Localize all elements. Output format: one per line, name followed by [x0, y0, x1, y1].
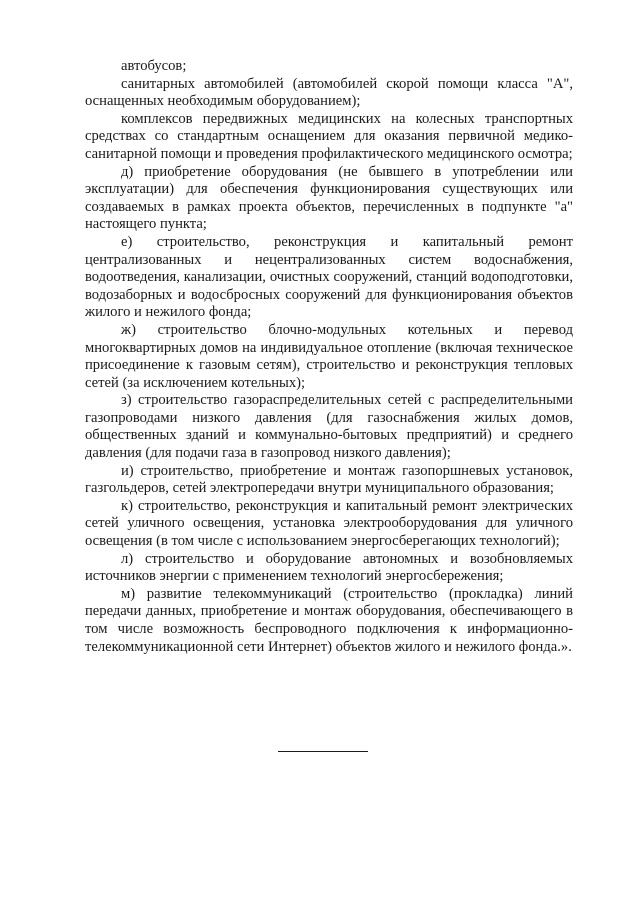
paragraph-item-z: з) строительство газораспределительных сетей с распределительными газопроводами низкого давления (для газоснабжения жилых домов, общественных зданий и коммунально-бытовых предприятий) и среднего давления (для подачи газа в газопровод низкого давления); [85, 392, 573, 462]
paragraph-item-d: д) приобретение оборудования (не бывшего в употреблении или эксплуатации) для обеспечения функционирования существующих или создаваемых в рамках проекта объектов, перечисленных в подпункте "а" настоящего пункта; [85, 163, 573, 233]
end-divider-line [278, 751, 368, 752]
paragraph-item-i: и) строительство, приобретение и монтаж газопоршневых установок, газгольдеров, сетей электропередачи внутри муниципального образования; [85, 462, 573, 497]
paragraph-ambulances: санитарных автомобилей (автомобилей скорой помощи класса "А", оснащенных необходимым оборудованием); [85, 75, 573, 110]
paragraph-buses: автобусов; [121, 58, 187, 74]
paragraph-item-l: л) строительство и оборудование автономных и возобновляемых источников энергии с применением технологий энергосбережения; [85, 550, 573, 585]
document-body [85, 58, 573, 656]
paragraph-item-k: к) строительство, реконструкция и капитальный ремонт электрических сетей уличного освещения, установка электрооборудования для уличного освещения (в том числе с использованием энергосберегающих технологий); [85, 497, 573, 550]
paragraph-item-e: е) строительство, реконструкция и капитальный ремонт централизованных и нецентрализованных систем водоснабжения, водоотведения, канализации, очистных сооружений, станций водоподготовки, водозаборных и водосбросных сооружений для функционирования объектов жилого и нежилого фонда; [85, 233, 573, 321]
paragraph-item-m: м) развитие телекоммуникаций (строительство (прокладка) линий передачи данных, приобретение и монтаж оборудования, обеспечивающего в том числе возможность беспроводного подключения к информационно-телекоммуникационной сети Интернет) объектов жилого и нежилого фонда.». [85, 585, 573, 655]
paragraph-item-zh: ж) строительство блочно-модульных котельных и перевод многоквартирных домов на индивидуальное отопление (включая техническое присоединение к газовым сетям), строительство и реконструкция тепловых сетей (за исключением котельных); [85, 321, 573, 391]
paragraph-mobile-medical-complexes: комплексов передвижных медицинских на колесных транспортных средствах со стандартным оснащением для оказания первичной медико-санитарной помощи и проведения профилактического медицинского осмотра; [85, 110, 573, 162]
